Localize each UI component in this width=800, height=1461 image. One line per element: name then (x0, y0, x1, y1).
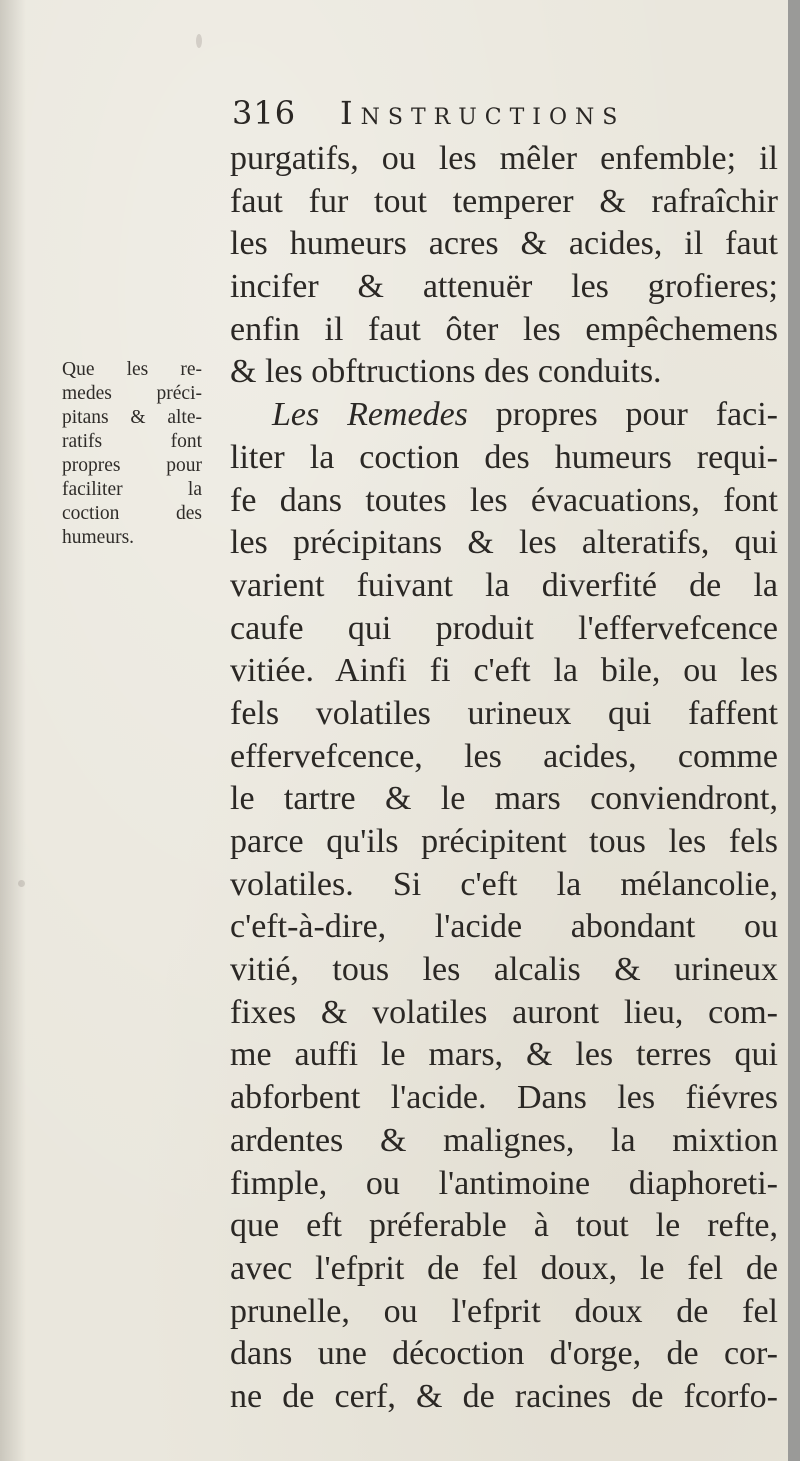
text-line: faut fur tout temperer & rafraîchir (230, 182, 778, 220)
text-line: caufe qui produit l'effervefcence (230, 609, 778, 647)
margin-note-line: propres pour (62, 455, 202, 476)
text-line: fels volatiles urineux qui faffent (230, 694, 778, 732)
text-line: effervefcence, les acides, comme (230, 737, 778, 775)
text-line: incifer & attenuër les grofieres; (230, 268, 778, 306)
margin-note-line: humeurs. (62, 527, 135, 548)
running-title: Instructions (340, 94, 626, 132)
margin-note-line: medes préci- (62, 383, 202, 404)
text-line: abforbent l'acide. Dans les fiévres (230, 1079, 778, 1117)
text-line: que eft préferable à tout le refte, (230, 1207, 778, 1245)
margin-note-line: coction des (62, 503, 202, 524)
text-line: volatiles. Si c'eft la mélancolie, (230, 865, 778, 903)
text-line: fimple, ou l'antimoine diaphoreti- (230, 1164, 778, 1202)
text-line: purgatifs, ou les mêler enfemble; il (230, 140, 778, 177)
text-line: ardentes & malignes, la mixtion (230, 1121, 778, 1159)
text-line-paragraph-start (230, 394, 778, 437)
text-line: liter la coction des humeurs requi- (230, 438, 778, 476)
text-line: avec l'efprit de fel doux, le fel de (230, 1249, 778, 1287)
text-line: fe dans toutes les évacuations, font (230, 481, 778, 519)
margin-note (62, 358, 202, 550)
margin-note-line: Que les re- (62, 359, 202, 380)
ink-smudge (196, 34, 202, 48)
text-line: varient fuivant la diverfité de la (230, 566, 778, 604)
text-line: ne de cerf, & de racines de fcorfo- (230, 1377, 778, 1415)
ink-smudge (18, 880, 25, 887)
text-line: vitié, tous les alcalis & urineux (230, 951, 778, 989)
text-line: fixes & volatiles auront lieu, com- (230, 993, 778, 1031)
text-line: les précipitans & les alteratifs, qui (230, 524, 778, 562)
margin-note-line: ratifs font (62, 431, 202, 452)
text-line: dans une décoction d'orge, de cor- (230, 1335, 778, 1373)
gutter-shadow (0, 0, 26, 1461)
text-line: me auffi le mars, & les terres qui (230, 1036, 778, 1074)
text-line: les humeurs acres & acides, il faut (230, 225, 778, 263)
body-text (230, 138, 778, 1419)
text-line: c'eft-à-dire, l'acide abondant ou (230, 908, 778, 946)
text-line-rest: propres pour faci- (495, 396, 778, 434)
running-header (232, 90, 772, 142)
text-line: le tartre & le mars conviendront, (230, 780, 778, 818)
text-line: prunelle, ou l'efprit doux de fel (230, 1292, 778, 1330)
margin-note-line: faciliter la (62, 479, 202, 500)
italic-lead: Les Remedes (272, 396, 468, 434)
margin-note-line: pitans & alte- (62, 407, 202, 428)
page-number: 316 (232, 94, 297, 132)
text-line: parce qu'ils précipitent tous les fels (230, 823, 778, 860)
text-line: vitiée. Ainfi fi c'eft la bile, ou les (230, 652, 778, 690)
text-line: & les obftructions des conduits. (230, 353, 662, 391)
text-line: enfin il faut ôter les empêchemens (230, 310, 778, 348)
